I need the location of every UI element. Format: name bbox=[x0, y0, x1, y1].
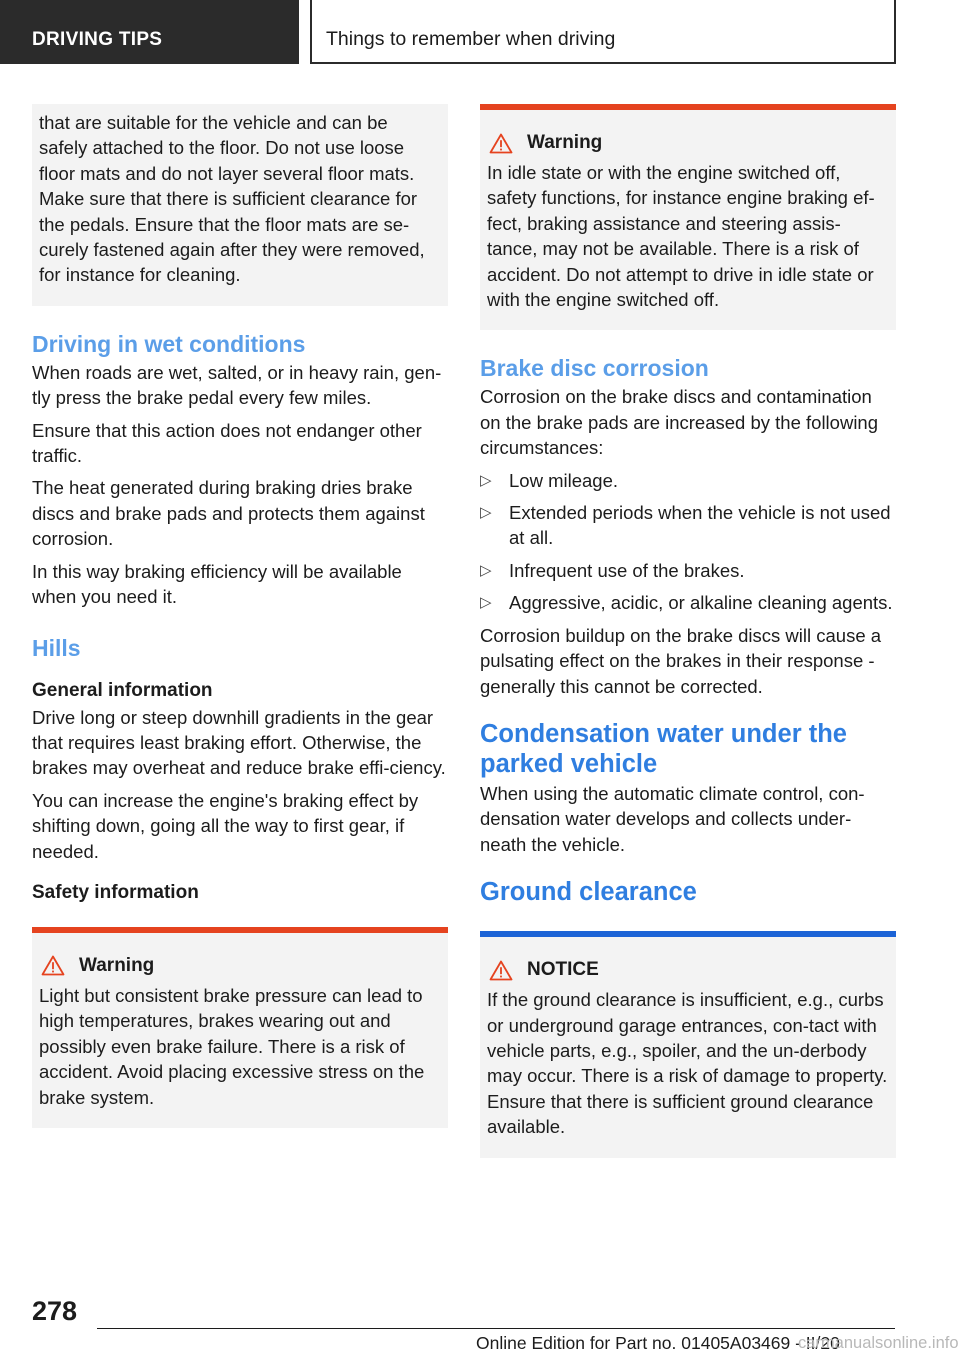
list-item: ▷ Infrequent use of the brakes. bbox=[480, 558, 896, 583]
paragraph: The heat generated during braking dries brake discs and brake pads and protects them against corrosion. bbox=[32, 477, 425, 550]
paragraph: Corrosion on the brake discs and contamination on the brake pads are increased by the following circumstances: bbox=[480, 386, 879, 459]
chapter-title: DRIVING TIPS bbox=[32, 29, 163, 50]
section-title-wet-conditions: Driving in wet conditions bbox=[32, 330, 306, 357]
paragraph: Ensure that this action does not endanger other traffic. bbox=[32, 419, 422, 467]
notice-heading bbox=[489, 959, 889, 981]
paragraph: You can increase the engine's braking effect by shifting down, going all the way to first gear, if needed. bbox=[32, 789, 419, 862]
topic-title: Things to remember when driving bbox=[326, 28, 616, 50]
warning-heading bbox=[489, 132, 889, 154]
list-item: ▷ Low mileage. bbox=[480, 468, 896, 493]
section-title-brake-disc-corrosion: Brake disc corrosion bbox=[480, 355, 709, 382]
list-item: ▷ Extended periods when the vehicle is not used at all. bbox=[480, 502, 891, 549]
notice-text: If the ground clearance is insufficient, e.g., curbs or underground garage entrances, con‐tact with vehicle parts, e.g., spoiler, and the un‐derbody may occur. There is a risk of damage to property. Ensure that there is sufficient ground clearance available. bbox=[487, 989, 888, 1138]
warning-triangle-icon bbox=[41, 955, 65, 976]
paragraph: In this way braking efficiency will be available when you need it. bbox=[32, 560, 402, 608]
subsection-title-general-information: General information bbox=[32, 679, 213, 701]
triangle-bullet-icon: ▷ bbox=[480, 504, 492, 522]
warning-text: In idle state or with the engine switched off, safety functions, for instance engine braking ef‐fect, braking assistance and steering assis‐tance, may not be available. There is a risk of accident. Do not attempt to drive in idle state or with the engine switched off. bbox=[487, 162, 875, 311]
warning-label: Warning bbox=[527, 132, 603, 153]
notice-box-ground-clearance bbox=[480, 931, 896, 1157]
triangle-bullet-icon: ▷ bbox=[480, 594, 492, 612]
section-title-ground-clearance: Ground clearance bbox=[480, 878, 697, 907]
footer-rule bbox=[97, 1328, 895, 1329]
list-item: ▷ Aggressive, acidic, or alkaline cleaning agents. bbox=[480, 590, 896, 615]
page-number: 278 bbox=[32, 1296, 78, 1326]
subsection-title-safety-information: Safety information bbox=[32, 881, 199, 903]
topic-tab bbox=[310, 0, 896, 64]
floor-mat-continuation-box bbox=[32, 104, 448, 306]
watermark: carmanualsonline.info bbox=[798, 1334, 959, 1352]
warning-heading bbox=[41, 955, 441, 977]
triangle-bullet-icon: ▷ bbox=[480, 561, 492, 579]
warning-triangle-icon bbox=[489, 133, 513, 154]
chapter-tab bbox=[0, 0, 299, 64]
triangle-bullet-icon: ▷ bbox=[480, 471, 492, 489]
warning-text: Light but consistent brake pressure can lead to high temperatures, brakes wearing out and possibly even brake failure. There is a risk of accident. Avoid placing excessive stress on the brake system. bbox=[39, 984, 425, 1108]
section-title-hills: Hills bbox=[32, 634, 81, 661]
warning-box-idle-state bbox=[480, 104, 896, 330]
paragraph: Drive long or steep downhill gradients in the gear that requires least braking effort. Otherwise, the brakes may overheat and reduce brake effi‐ciency. bbox=[32, 706, 446, 779]
edition-text: Online Edition for Part no. 01405A03469 - II/20 bbox=[476, 1333, 840, 1353]
right-column bbox=[480, 104, 896, 1158]
left-column bbox=[32, 104, 448, 1128]
section-title-condensation-water: Condensation water under the parked vehicle bbox=[480, 719, 847, 778]
paragraph: When using the automatic climate control, con‐densation water develops and collects under‐neath the vehicle. bbox=[480, 782, 865, 855]
paragraph: Corrosion buildup on the brake discs will cause a pulsating effect on the brakes in their response - generally this cannot be corrected. bbox=[480, 624, 882, 697]
notice-label: NOTICE bbox=[527, 959, 599, 981]
floor-mat-text: that are suitable for the vehicle and can be safely attached to the floor. Do not use loose floor mats and do not layer several floor mats. Make sure that there is sufficient clearance for the pedals. Ensure that the floor mats are se‐curely fastened again after they were removed, for instance for cleaning. bbox=[39, 112, 425, 286]
warning-box-brake-pressure bbox=[32, 927, 448, 1128]
warning-triangle-icon bbox=[489, 960, 513, 981]
corrosion-circumstances-list bbox=[480, 468, 896, 616]
paragraph: When roads are wet, salted, or in heavy rain, gen‐tly press the brake pedal every few miles. bbox=[32, 361, 442, 409]
warning-label: Warning bbox=[79, 954, 155, 976]
